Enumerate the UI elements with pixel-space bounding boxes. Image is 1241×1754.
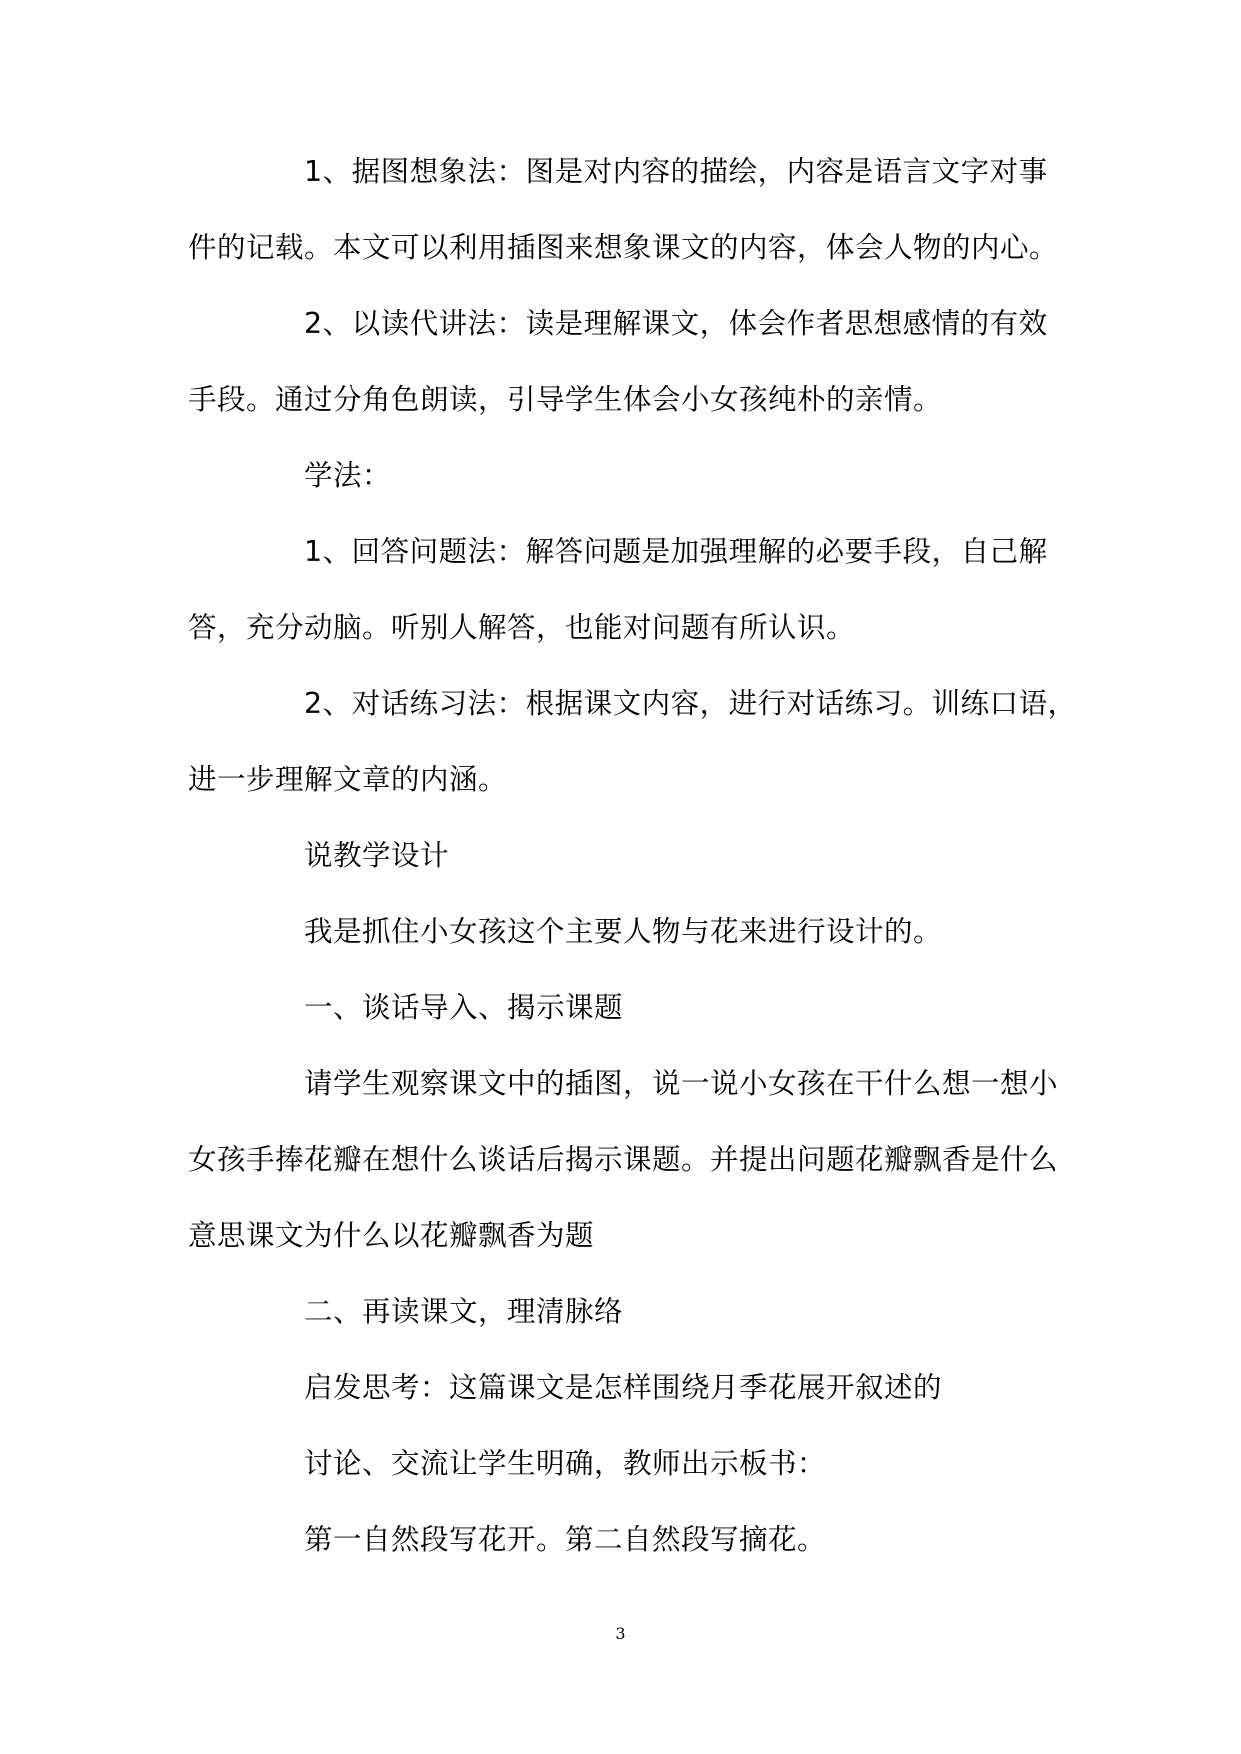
paragraph-step-2-board: 第一自然段写花开。第二自然段写摘花。 [304, 1523, 827, 1556]
paragraph-learning-1: 1、回答问题法：解答问题是加强理解的必要手段，自己解 [304, 535, 1048, 568]
paragraph-method-1-cont: 件的记载。本文可以利用插图来想象课文的内容，体会人物的内心。 [188, 231, 1059, 264]
section-heading-learning-methods: 学法： [304, 459, 392, 492]
paragraph-step-1: 请学生观察课文中的插图，说一说小女孩在干什么想一想小 [304, 1067, 1059, 1100]
paragraph-step-1-cont-a: 女孩手捧花瓣在想什么谈话后揭示课题。并提出问题花瓣飘香是什么 [188, 1143, 1059, 1176]
section-heading-step-1: 一、谈话导入、揭示课题 [304, 991, 624, 1024]
section-heading-step-2: 二、再读课文，理清脉络 [304, 1295, 624, 1328]
paragraph-method-2: 2、以读代讲法：读是理解课文，体会作者思想感情的有效 [304, 307, 1048, 340]
paragraph-design-intro: 我是抓住小女孩这个主要人物与花来进行设计的。 [304, 915, 943, 948]
paragraph-learning-2: 2、对话练习法：根据课文内容，进行对话练习。训练口语， [304, 687, 1077, 720]
section-heading-teaching-design: 说教学设计 [304, 839, 450, 872]
paragraph-step-2-question: 启发思考：这篇课文是怎样围绕月季花展开叙述的 [304, 1371, 943, 1404]
page-number: 3 [615, 1624, 626, 1643]
document-body [188, 134, 1077, 1578]
paragraph-method-1: 1、据图想象法：图是对内容的描绘，内容是语言文字对事 [304, 155, 1048, 188]
paragraph-step-2-discussion: 讨论、交流让学生明确，教师出示板书： [304, 1447, 827, 1480]
paragraph-step-1-cont-b: 意思课文为什么以花瓣飘香为题 [188, 1219, 595, 1252]
paragraph-learning-1-cont: 答，充分动脑。听别人解答，也能对问题有所认识。 [188, 611, 856, 644]
paragraph-method-2-cont: 手段。通过分角色朗读，引导学生体会小女孩纯朴的亲情。 [188, 383, 943, 416]
paragraph-learning-2-cont: 进一步理解文章的内涵。 [188, 763, 508, 796]
